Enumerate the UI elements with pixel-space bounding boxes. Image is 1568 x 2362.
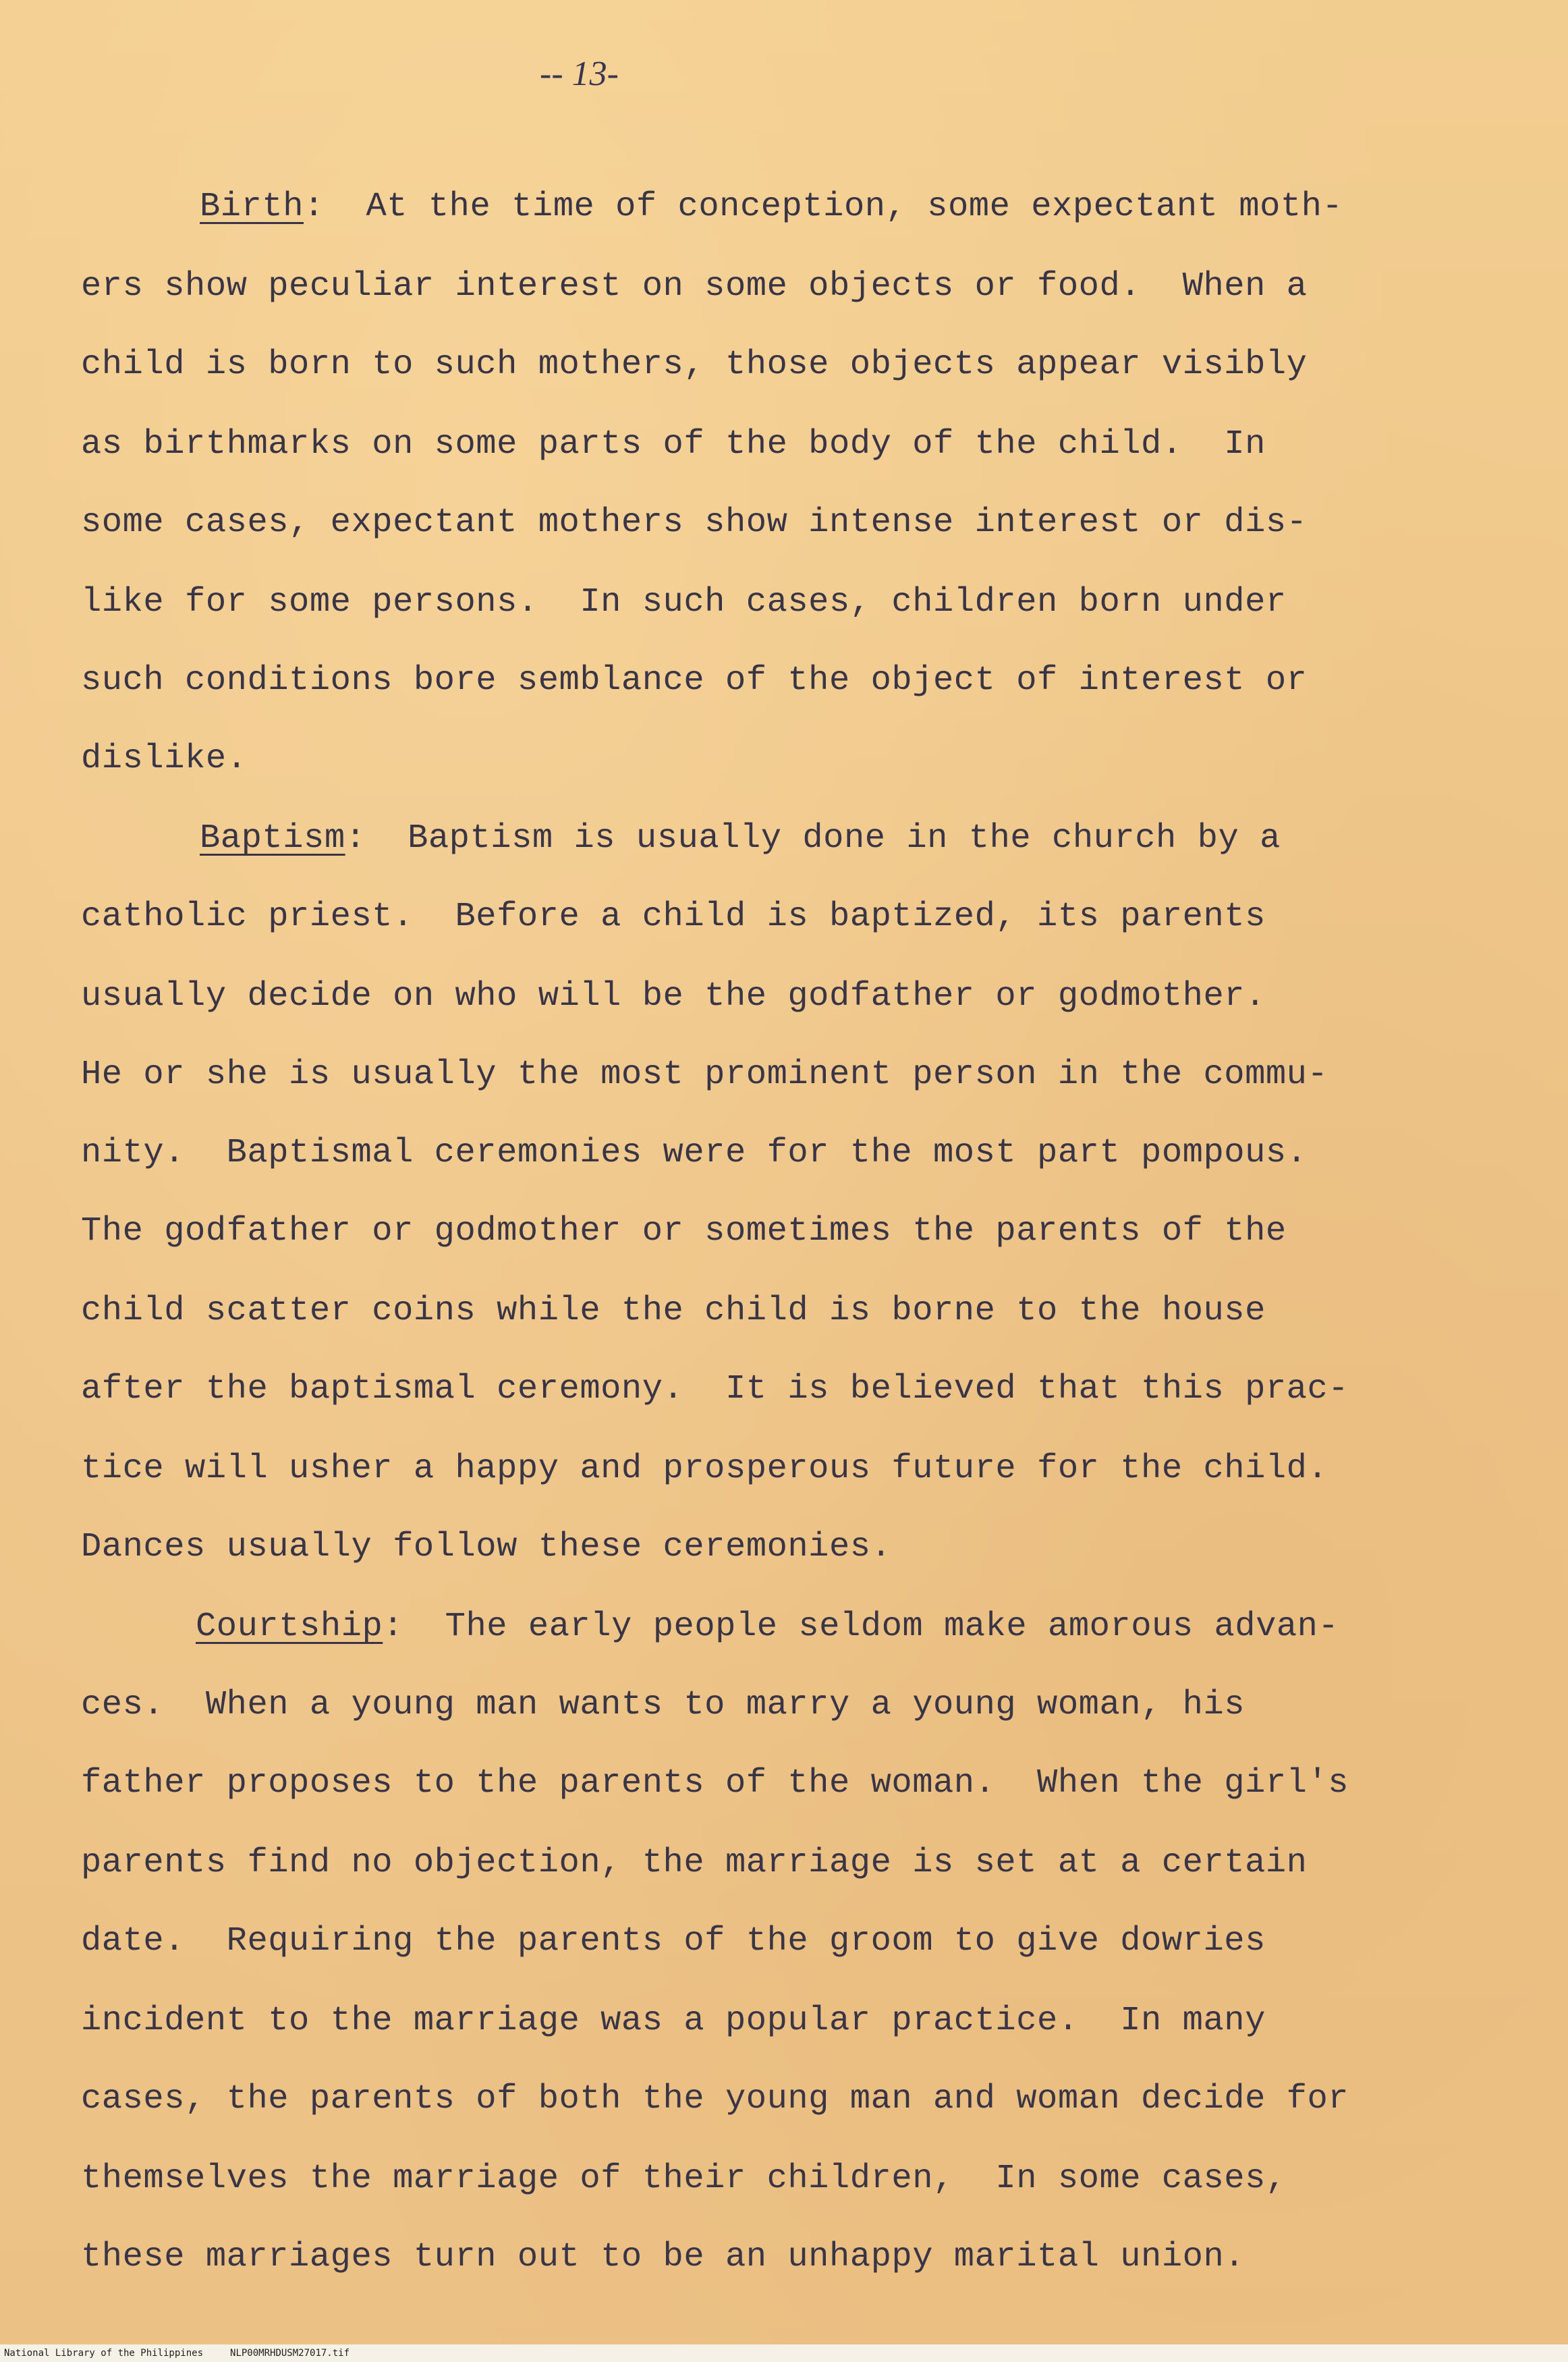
text-line-24: incident to the marriage was a popular practice. In many <box>81 2002 1266 2040</box>
line-text: The early people seldom make amorous advan- <box>445 1608 1339 1646</box>
text-line-11: usually decide on who will be the godfather or godmother. <box>81 977 1266 1016</box>
text-line-5: some cases, expectant mothers show intense interest or dis- <box>81 503 1308 542</box>
heading-colon: : <box>383 1608 445 1646</box>
text-line-23: date. Requiring the parents of the groom to give dowries <box>81 1922 1266 1960</box>
text-line-1 <box>200 190 1343 225</box>
text-line-9 <box>200 819 1281 858</box>
text-line-4: as birthmarks on some parts of the body of the child. In <box>81 425 1266 464</box>
text-line-10: catholic priest. Before a child is baptized, its parents <box>81 898 1266 936</box>
text-line-17: tice will usher a happy and prosperous future for the child. <box>81 1450 1328 1488</box>
heading-birth: Birth <box>200 188 304 226</box>
text-line-3: child is born to such mothers, those objects appear visibly <box>81 346 1308 384</box>
text-line-8: dislike. <box>81 740 248 778</box>
heading-baptism: Baptism <box>200 819 345 858</box>
text-line-13: nity. Baptismal ceremonies were for the most part pompous. <box>81 1134 1308 1172</box>
text-line-25: cases, the parents of both the young man and woman decide for <box>81 2080 1349 2118</box>
scan-footer <box>0 2344 1568 2362</box>
text-line-15: child scatter coins while the child is borne to the house <box>81 1292 1266 1330</box>
text-line-16: after the baptismal ceremony. It is believed that this prac- <box>81 1370 1349 1408</box>
line-text: Baptism is usually done in the church by a <box>408 819 1281 858</box>
heading-colon: : <box>304 188 366 226</box>
heading-colon: : <box>345 819 408 858</box>
footer-file: NLP00MRHDUSM27017.tif <box>230 2348 350 2359</box>
text-line-2: ers show peculiar interest on some objects or food. When a <box>81 267 1308 306</box>
text-line-6: like for some persons. In such cases, children born under <box>81 583 1287 622</box>
text-line-19 <box>196 1610 1339 1645</box>
text-line-22: parents find no objection, the marriage is set at a certain <box>81 1844 1308 1882</box>
line-text: At the time of conception, some expectant moth- <box>366 188 1343 226</box>
text-line-26: themselves the marriage of their children, In some cases, <box>81 2160 1287 2198</box>
text-line-14: The godfather or godmother or sometimes the parents of the <box>81 1212 1287 1251</box>
text-line-7: such conditions bore semblance of the object of interest or <box>81 661 1308 700</box>
text-line-20: ces. When a young man wants to marry a young woman, his <box>81 1686 1245 1724</box>
text-line-27: these marriages turn out to be an unhappy marital union. <box>81 2238 1245 2276</box>
text-line-21: father proposes to the parents of the woman. When the girl's <box>81 1764 1349 1803</box>
text-line-12: He or she is usually the most prominent person in the commu- <box>81 1055 1328 1094</box>
footer-source: National Library of the Philippines <box>4 2348 204 2359</box>
text-line-18: Dances usually follow these ceremonies. <box>81 1528 892 1566</box>
page-number: -- 13- <box>540 55 619 93</box>
heading-courtship: Courtship <box>196 1608 383 1646</box>
